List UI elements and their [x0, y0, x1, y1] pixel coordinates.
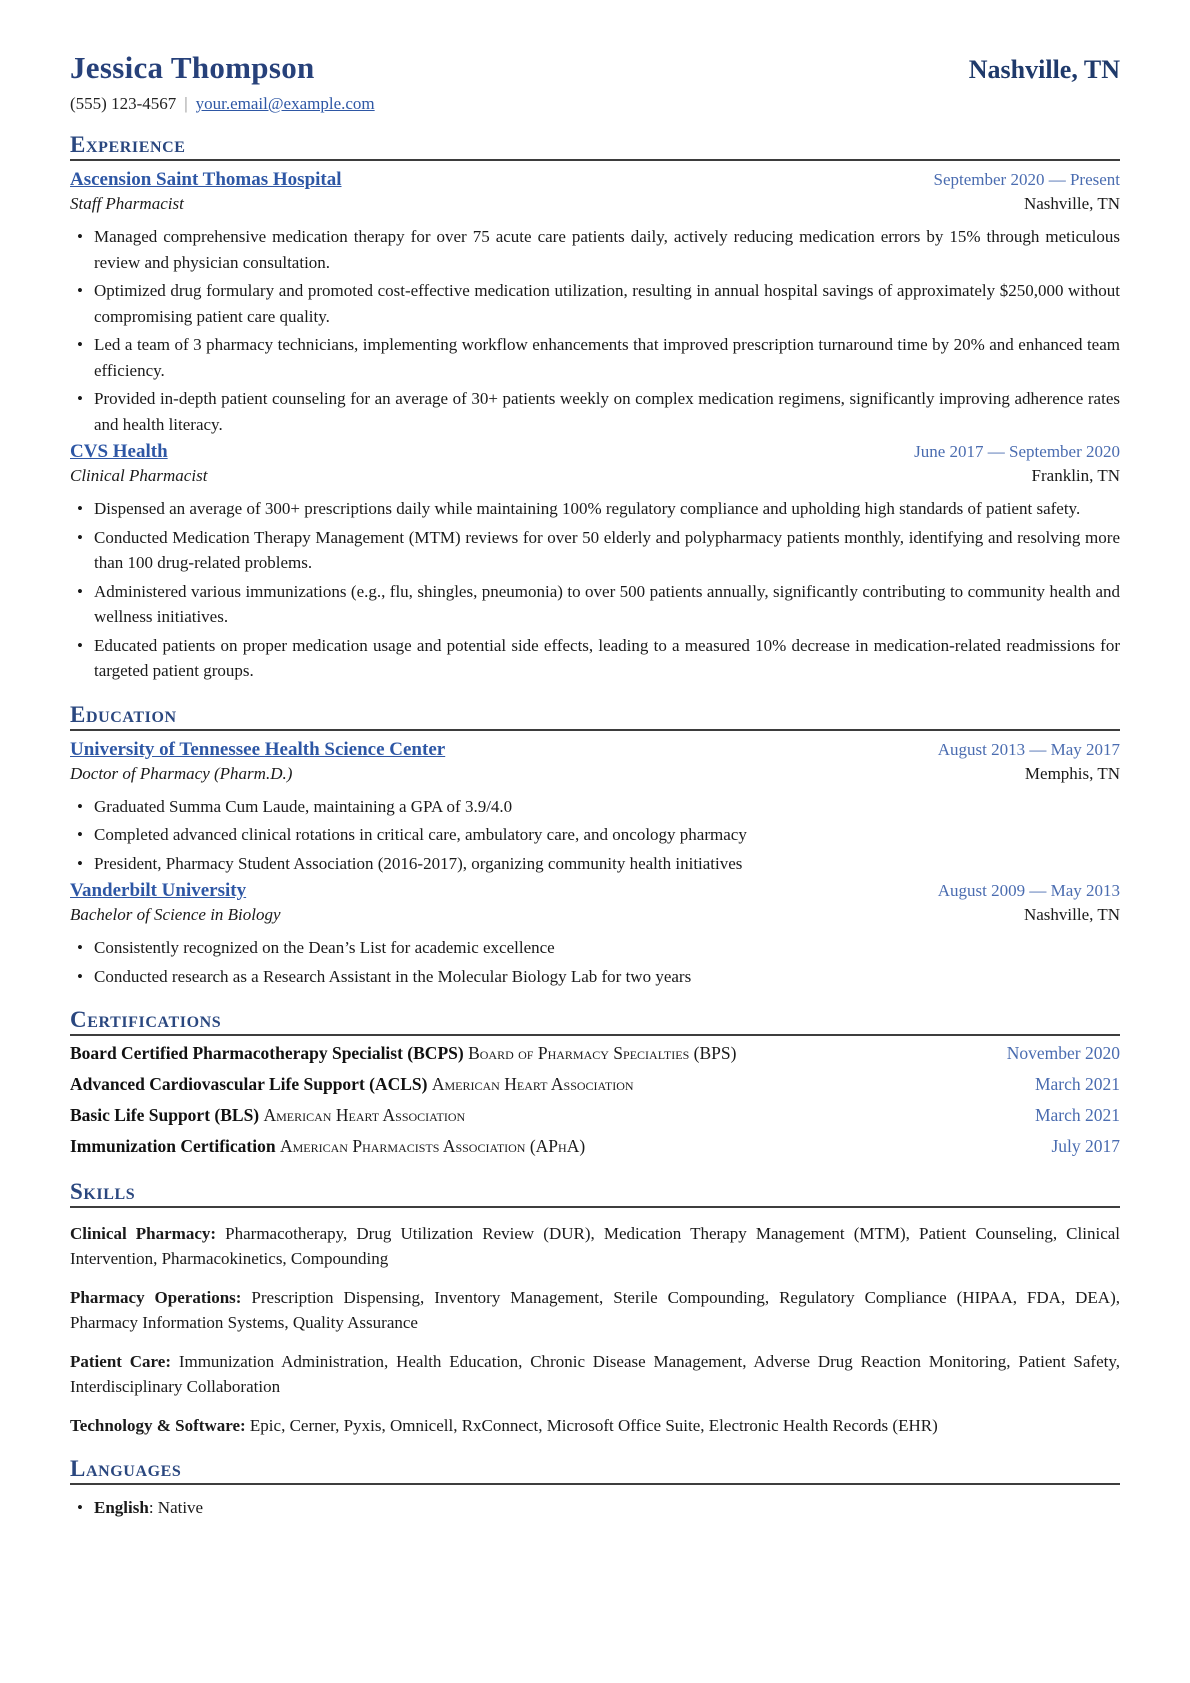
- entry-dates: June 2017 — September 2020: [914, 442, 1120, 461]
- bullet-item: • Optimized drug formulary and promoted cost-effective medication utilization, resulting in annual hospital savings of approximately $250,000 without compromising patient care quality.: [70, 278, 1120, 329]
- certification-row: [70, 1102, 1120, 1129]
- skill-category-label: Technology & Software:: [70, 1415, 246, 1435]
- section-languages: [70, 1456, 1120, 1521]
- skill-group: [70, 1413, 1120, 1439]
- bullet-item: • Educated patients on proper medication usage and potential side effects, leading to a measured 10% decrease in medication-related readmissions for targeted patient groups.: [70, 633, 1120, 684]
- bullet-item: • Provided in-depth patient counseling for an average of 30+ patients weekly on complex medication regimens, significantly improving adherence rates and health literacy.: [70, 386, 1120, 437]
- bullet-item: • Led a team of 3 pharmacy technicians, implementing workflow enhancements that improved prescription turnaround time by 20% and enhanced team efficiency.: [70, 332, 1120, 383]
- education-entry-subheader: [70, 764, 1120, 784]
- job-title: Clinical Pharmacist: [70, 466, 208, 485]
- language-level: : Native: [148, 1498, 204, 1517]
- certification-name: Basic Life Support (BLS): [70, 1105, 260, 1126]
- certification-issuer: American Heart Association: [263, 1105, 466, 1126]
- section-skills: [70, 1179, 1120, 1439]
- education-entry-header: [70, 739, 1120, 761]
- certification-row: [70, 1071, 1120, 1098]
- section-education: [70, 702, 1120, 990]
- experience-entry-subheader: [70, 194, 1120, 214]
- skill-items: Immunization Administration, Health Education, Chronic Disease Management, Adverse Drug Reaction Monitoring, Patient Safety, Interdisciplinary Collaboration: [70, 1351, 1120, 1396]
- school-link[interactable]: University of Tennessee Health Science Center: [70, 738, 446, 760]
- section-certifications: [70, 1007, 1120, 1161]
- entry-location: Franklin, TN: [1031, 466, 1120, 485]
- school-link[interactable]: Vanderbilt University: [70, 880, 247, 901]
- entry-location: Memphis, TN: [1024, 763, 1120, 783]
- entry-dates: September 2020 — Present: [933, 170, 1120, 189]
- experience-entry-subheader: [70, 466, 1120, 486]
- skill-category-label: Patient Care:: [70, 1351, 171, 1371]
- contact-separator: |: [184, 94, 188, 113]
- certification-date: July 2017: [1051, 1136, 1120, 1157]
- bullet-item: • Completed advanced clinical rotations in critical care, ambulatory care, and oncology pharmacy: [70, 822, 1120, 848]
- language-list: [70, 1495, 1120, 1521]
- bullet-list: [70, 496, 1120, 684]
- education-entry-header: [70, 880, 1120, 902]
- bullet-item: • Administered various immunizations (e.g., flu, shingles, pneumonia) to over 500 patients annually, significantly contributing to community health and wellness initiatives.: [70, 579, 1120, 630]
- entry-location: Nashville, TN: [1023, 194, 1120, 213]
- entry-dates: August 2009 — May 2013: [937, 881, 1120, 900]
- skill-category-label: Pharmacy Operations:: [70, 1287, 242, 1307]
- section-title-experience: Experience: [70, 132, 1120, 161]
- bullet-item: • Managed comprehensive medication therapy for over 75 acute care patients daily, actively reducing medication errors by 15% through meticulous review and physician consultation.: [70, 224, 1120, 275]
- section-experience: [70, 132, 1120, 684]
- certification-name: Immunization Certification: [70, 1136, 276, 1157]
- experience-entry-header: [70, 169, 1120, 191]
- company-link[interactable]: CVS Health: [70, 441, 168, 462]
- certification-name: Advanced Cardiovascular Life Support (ACLS): [70, 1074, 428, 1095]
- certification-date: November 2020: [1006, 1043, 1120, 1063]
- bullet-list: [70, 794, 1120, 877]
- bullet-list: [70, 935, 1120, 989]
- certification-issuer: American Heart Association: [431, 1074, 634, 1095]
- entry-location: Nashville, TN: [1023, 905, 1120, 924]
- company-link[interactable]: Ascension Saint Thomas Hospital: [70, 169, 342, 190]
- skill-group: [70, 1221, 1120, 1272]
- bullet-item: • President, Pharmacy Student Association (2016-2017), organizing community health initiatives: [70, 851, 1120, 877]
- entry-dates: August 2013 — May 2017: [937, 739, 1120, 759]
- certification-date: March 2021: [1034, 1105, 1120, 1126]
- certification-issuer: Board of Pharmacy Specialties (BPS): [468, 1043, 737, 1063]
- certification-row: [70, 1040, 1120, 1067]
- skill-items: Prescription Dispensing, Inventory Management, Sterile Compounding, Regulatory Compliance (HIPAA, FDA, DEA), Pharmacy Information Systems, Quality Assurance: [70, 1287, 1120, 1332]
- section-title-education: Education: [70, 702, 1120, 731]
- bullet-item: • Graduated Summa Cum Laude, maintaining a GPA of 3.9/4.0: [70, 794, 1120, 820]
- header-location: Nashville, TN: [968, 55, 1120, 84]
- language-label: English: [94, 1498, 149, 1517]
- degree-title: Doctor of Pharmacy (Pharm.D.): [70, 763, 293, 783]
- header: [70, 50, 1120, 86]
- education-entry-subheader: [70, 905, 1120, 925]
- section-title-languages: Languages: [70, 1456, 1120, 1485]
- skill-items: Pharmacotherapy, Drug Utilization Review (DUR), Medication Therapy Management (MTM), Patient Counseling, Clinical Intervention, Pharmacokinetics, Compounding: [70, 1223, 1121, 1268]
- person-name: Jessica Thompson: [70, 50, 315, 85]
- certification-row: [70, 1133, 1120, 1160]
- email-link[interactable]: your.email@example.com: [195, 94, 375, 113]
- bullet-item: • Consistently recognized on the Dean’s List for academic excellence: [70, 935, 1120, 961]
- section-title-skills: Skills: [70, 1179, 1120, 1208]
- contact-line: [70, 94, 1120, 114]
- language-item: [70, 1495, 1120, 1521]
- experience-entry-header: [70, 441, 1120, 463]
- skill-group: [70, 1349, 1120, 1400]
- bullet-item: • Dispensed an average of 300+ prescriptions daily while maintaining 100% regulatory compliance and upholding high standards of patient safety.: [70, 496, 1120, 522]
- phone-number: (555) 123-4567: [70, 94, 177, 113]
- skill-items: Epic, Cerner, Pyxis, Omnicell, RxConnect, Microsoft Office Suite, Electronic Health Records (EHR): [249, 1415, 938, 1435]
- bullet-item: • Conducted Medication Therapy Management (MTM) reviews for over 50 elderly and polypharmacy patients monthly, identifying and resolving more than 100 drug-related problems.: [70, 525, 1120, 576]
- certification-issuer: American Pharmacists Association (APhA): [279, 1136, 586, 1157]
- certification-date: March 2021: [1034, 1074, 1120, 1095]
- bullet-item: • Conducted research as a Research Assistant in the Molecular Biology Lab for two years: [70, 964, 1120, 990]
- skill-group: [70, 1285, 1120, 1336]
- certification-name: Board Certified Pharmacotherapy Specialist (BCPS): [70, 1043, 464, 1063]
- skill-category-label: Clinical Pharmacy:: [70, 1223, 217, 1243]
- section-title-certifications: Certifications: [70, 1007, 1120, 1036]
- bullet-list: [70, 224, 1120, 437]
- degree-title: Bachelor of Science in Biology: [70, 905, 281, 924]
- job-title: Staff Pharmacist: [70, 194, 184, 213]
